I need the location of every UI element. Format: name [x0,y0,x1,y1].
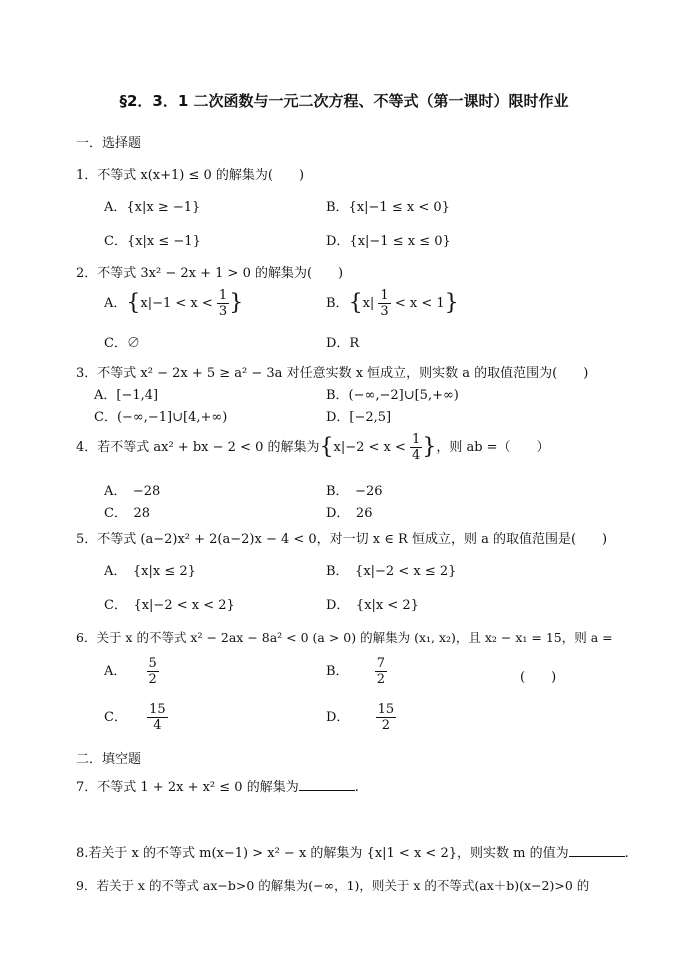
question-6-option-a [104,656,159,687]
question-4-option-c: C． 28 [104,506,150,521]
question-3-option-a: A．[−1,4] [94,388,159,403]
question-6-option-c-label: C． [104,710,127,725]
fraction [410,432,422,463]
question-3-option-d: D．[−2,5] [326,410,392,425]
question-6-option-a-label: A． [104,664,127,679]
fraction [375,656,387,687]
question-1-stem: 1．不等式 x(x+1) ≤ 0 的解集为( ) [76,168,305,183]
question-9-stem: 9．若关于 x 的不等式 ax−b>0 的解集为(−∞，1)，则关于 x 的不等式(ax＋b)(x−2)>0 的 [76,878,590,893]
brace-close-icon: } [444,290,459,316]
brace-close-icon: } [229,290,244,316]
fraction-numerator: 5 [148,656,157,671]
question-3-option-b: B．(−∞,−2]∪[5,+∞) [326,388,459,403]
question-3-option-c: C．(−∞,−1]∪[4,+∞) [94,410,228,425]
fraction-denominator: 2 [381,718,390,733]
question-2-option-a [104,288,243,319]
fraction-numerator: 1 [412,432,421,447]
fraction [147,656,159,687]
question-4-option-a: A． −28 [104,484,161,499]
fraction-denominator: 4 [153,718,162,733]
question-2-option-b-set-right: < x < 1 [394,296,445,311]
fraction [376,702,397,733]
question-5-option-b: B． {x|−2 < x ≤ 2} [326,564,457,579]
question-5-stem: 5．不等式 (a−2)x² + 2(a−2)x − 4 < 0，对一切 x ∈ R 恒成立，则 a 的取值范围是( ) [76,532,608,547]
question-6-option-b [326,656,387,687]
fraction-denominator: 3 [380,304,389,319]
brace-open-icon: { [126,290,141,316]
question-2-option-b-set-left: x| [362,296,375,311]
fraction-denominator: 2 [148,672,157,687]
question-8-stem-text: 8.若关于 x 的不等式 m(x−1) > x² − x 的解集为 {x|1 < x < 2}，则实数 m 的值为 [76,846,569,861]
question-8-end: . [624,846,629,861]
question-6-stem: 6．关于 x 的不等式 x² − 2ax − 8a² < 0 (a > 0) 的解集为 (x₁, x₂)，且 x₂ − x₁ = 15，则 a = [76,630,613,645]
answer-blank[interactable] [569,844,625,857]
brace-open-icon: { [319,434,334,460]
question-4-stem-tail: ，则 ab =（ ） [436,440,550,455]
section-heading-choice: 一．选择题 [76,136,142,151]
question-6-option-d [326,702,396,733]
question-4-stem [76,432,550,463]
fraction-numerator: 15 [149,702,166,717]
question-5-option-a: A． {x|x ≤ 2} [104,564,196,579]
question-2-option-d: D．R [326,336,360,351]
fraction-denominator: 3 [218,304,228,319]
question-1-option-a: A．{x|x ≥ −1} [104,200,201,215]
question-7-end: . [354,780,359,795]
question-2-option-c: C．∅ [104,336,140,351]
question-4-set: x|−2 < x < [333,440,406,455]
question-2-option-a-label: A． [104,296,127,311]
question-7-stem [76,776,359,795]
question-8-stem [76,842,629,861]
question-6-answer-paren: ( ) [520,670,557,685]
question-1-option-d: D．{x|−1 ≤ x ≤ 0} [326,234,451,249]
fraction [217,288,229,319]
question-2-stem: 2．不等式 3x² − 2x + 1 > 0 的解集为( ) [76,266,344,281]
brace-close-icon: } [422,434,437,460]
fraction-numerator: 7 [376,656,385,671]
question-2-option-a-set: x|−1 < x < [140,296,213,311]
question-7-stem-text: 7．不等式 1 + 2x + x² ≤ 0 的解集为 [76,780,299,795]
question-1-option-b: B．{x|−1 ≤ x < 0} [326,200,450,215]
brace-open-icon: { [348,290,363,316]
question-6-option-b-label: B． [326,664,349,679]
question-5-option-c: C． {x|−2 < x < 2} [104,598,235,613]
question-2-option-b-label: B． [326,296,349,311]
question-2-option-b [326,288,459,319]
fraction-numerator: 15 [377,702,395,717]
fraction [378,288,390,319]
fraction [147,702,168,733]
answer-blank[interactable] [299,778,355,791]
question-6-option-d-label: D． [326,710,350,725]
fraction-denominator: 4 [412,448,421,463]
fraction-numerator: 1 [380,288,389,303]
question-5-option-d: D． {x|x < 2} [326,598,419,613]
fraction-denominator: 2 [376,672,385,687]
question-3-stem: 3．不等式 x² − 2x + 5 ≥ a² − 3a 对任意实数 x 恒成立，则实数 a 的取值范围为( ) [76,366,589,381]
question-4-stem-text: 4．若不等式 ax² + bx − 2 < 0 的解集为 [76,440,320,455]
question-4-option-b: B． −26 [326,484,383,499]
question-4-option-d: D． 26 [326,506,373,521]
question-6-option-c [104,702,168,733]
fraction-numerator: 1 [218,288,228,303]
question-1-option-c: C．{x|x ≤ −1} [104,234,201,249]
page-title: §2．3．1 二次函数与一元二次方程、不等式（第一课时）限时作业 [119,92,569,110]
section-heading-fill: 二．填空题 [76,752,142,767]
